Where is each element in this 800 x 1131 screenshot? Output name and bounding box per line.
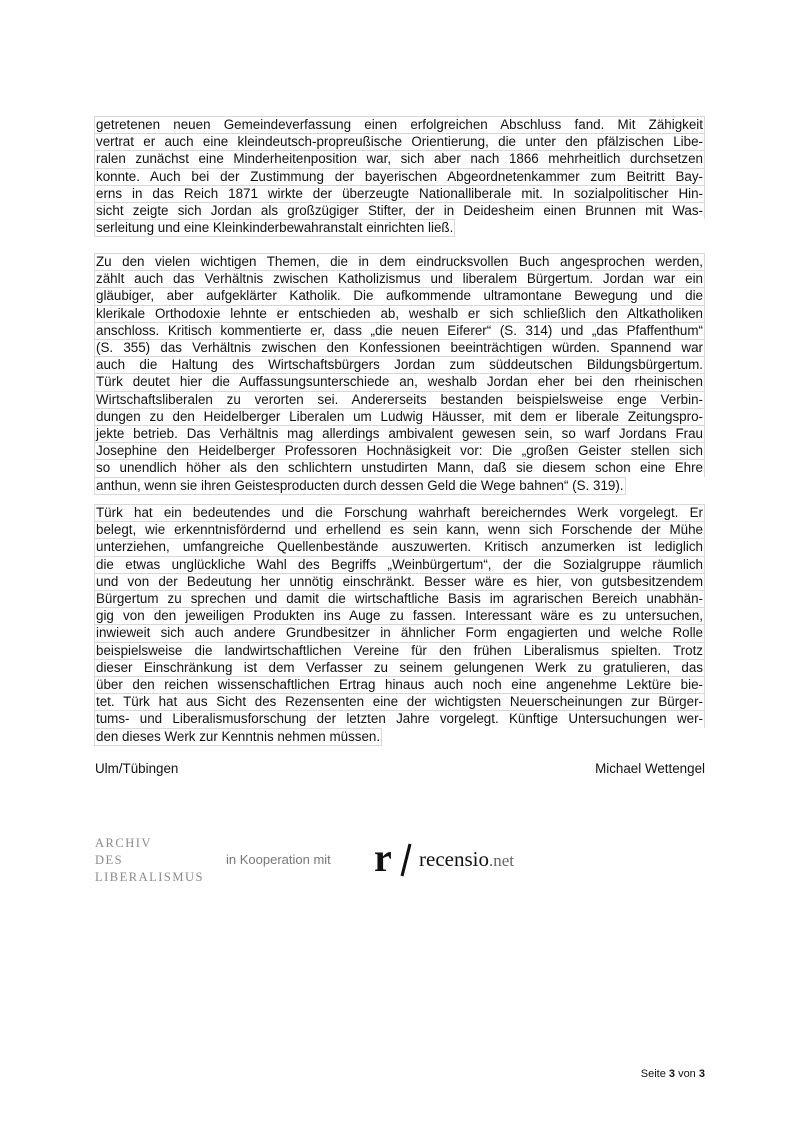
text-line: gläubiger, aber aufgeklärter Katholik. Die aufkommende ultramontane Bewegung und die bbox=[96, 288, 703, 304]
text-line: so unendlich höher als den schlichtern unstudirten Mann, daß sie diesem schon eine Ehre bbox=[96, 460, 703, 476]
page-middle: von bbox=[678, 1068, 696, 1080]
text-line: die etwas unglückliche Wahl des Begriffs „Weinbürgertum“, der die Sozialgruppe räumlich bbox=[96, 556, 703, 572]
page-current: 3 bbox=[668, 1068, 675, 1080]
paragraph-3 bbox=[95, 504, 705, 746]
text-line: beispielsweise die landwirtschaftlichen Vereine für den frühen Liberalismus spielten. Trotz bbox=[96, 642, 703, 658]
text-line: zählt auch das Verhältnis zwischen Katholizismus und liberalem Bürgertum. Jordan war ein bbox=[96, 271, 703, 287]
logo-line: DES bbox=[95, 853, 124, 867]
logo-line: LIBERALISMUS bbox=[95, 870, 204, 884]
text-line: (S. 355) das Verhältnis zwischen den Konfessionen beeinträchtigen würden. Spannend war bbox=[96, 340, 703, 356]
text-line: dieser Einschränkung ist dem Verfasser zu seinem gelungenen Werk zu gratulieren, das bbox=[96, 659, 703, 675]
archiv-des-liberalismus-logo bbox=[95, 835, 204, 886]
cooperation-text: in Kooperation mit bbox=[226, 852, 331, 867]
text-line: anschloss. Kritisch kommentierte er, dass „die neuen Eiferer“ (S. 314) und „das Pfaffenthum“ bbox=[96, 322, 703, 338]
text-line: dungen zu den Heidelberger Liberalen um Ludwig Häusser, mit dem er liberale Zeitungspro- bbox=[96, 408, 703, 424]
signature-author: Michael Wettengel bbox=[595, 761, 705, 776]
text-line: unterziehen, umfangreiche Quellenbestände auszuwerten. Kritisch anzumerken ist lediglich bbox=[96, 539, 703, 555]
paragraph-2 bbox=[95, 253, 705, 495]
text-line: Wirtschaftsliberalen zu verorten sei. Andererseits bestanden beispielsweise enge Verbin- bbox=[96, 391, 703, 407]
text-line: getretenen neuen Gemeindeverfassung einen erfolgreichen Abschluss fand. Mit Zähigkeit bbox=[96, 117, 703, 132]
text-line: und von der Bedeutung her unnötig einschränkt. Besser wäre es hier, von gutsbesitzendem bbox=[96, 573, 703, 589]
text-line: erns in das Reich 1871 wirkte der überzeugte Nationalliberale mit. In sozialpolitischer Hin- bbox=[96, 185, 703, 201]
text-line: Zu den vielen wichtigen Themen, die in dem eindrucksvollen Buch angesprochen werden, bbox=[96, 254, 703, 269]
text-line: den dieses Werk zur Kenntnis nehmen müssen. bbox=[94, 728, 382, 746]
text-line: über den reichen wissenschaftlichen Ertrag hinaus auch noch eine angenehme Lektüre bie- bbox=[96, 677, 703, 693]
page-number bbox=[641, 1068, 705, 1080]
text-line: sicht zeigte sich Jordan als großzügiger Stifter, der in Deidesheim einen Brunnen mit Was- bbox=[96, 203, 703, 219]
text-line: serleitung und eine Kleinkinderbewahranstalt einrichten ließ. bbox=[94, 219, 455, 237]
text-line: Türk hat ein bedeutendes und die Forschung wahrhaft bereicherndes Werk vorgelegt. Er bbox=[96, 505, 703, 520]
text-line: anthun, wenn sie ihren Geistesproducten durch dessen Geld die Wege bahnen“ (S. 319). bbox=[94, 477, 626, 495]
svg-text:r: r bbox=[374, 838, 392, 878]
text-line: jekte betrieb. Das Verhältnis mag allerdings ambivalent gewesen sein, so warf Jordans Frau bbox=[96, 426, 703, 442]
text-line: tums- und Liberalismusforschung der letzten Jahre vorgelegt. Künftige Untersuchungen wer- bbox=[96, 711, 703, 727]
page-total: 3 bbox=[698, 1068, 705, 1080]
text-line: konnte. Auch bei der Zustimmung der bayerischen Abgeordnetenkammer zum Beitritt Bay- bbox=[96, 168, 703, 184]
text-line: auch die Haltung des Wirtschaftsbürgers Jordan zum süddeutschen Bildungsbürgertum. bbox=[96, 357, 703, 373]
page-prefix: Seite bbox=[640, 1068, 666, 1080]
recensio-name: recensio bbox=[419, 847, 489, 871]
text-line: ralen zunächst eine Minderheitenposition war, sich aber nach 1866 mehrheitlich durchsetzen bbox=[96, 151, 703, 167]
text-line: Josephine den Heidelberger Professoren Hochnäsigkeit vor: Die „großen Geister stellen sich bbox=[96, 443, 703, 459]
recensio-r-logo-icon bbox=[372, 838, 412, 878]
text-line: klerikale Orthodoxie lehnte er entschieden ab, weshalb er sich schließlich den Altkatholiken bbox=[96, 305, 703, 321]
text-line: tet. Türk hat aus Sicht des Rezensenten eine der wichtigsten Neuerscheinungen zur Bürger- bbox=[96, 694, 703, 710]
text-line: Türk deutet hier die Auffassungsunterschiede an, weshalb Jordan eher bei den rheinischen bbox=[96, 374, 703, 390]
text-line: Bürgertum zu sprechen und damit die wirtschaftliche Basis im agrarischen Bereich unabhän- bbox=[96, 591, 703, 607]
text-line: belegt, wie erkenntnisfördernd und erhellend es sein kann, wenn sich Forschende der Mühe bbox=[96, 522, 703, 538]
paragraph-1 bbox=[95, 116, 705, 237]
text-line: inwieweit sich auch andere Grundbesitzer in ähnlicher Form engagierten und welche Rolle bbox=[96, 625, 703, 641]
text-line: gig von den jeweiligen Produkten ins Auge zu fassen. Interessant wäre es zu untersuchen, bbox=[96, 608, 703, 624]
logo-line: ARCHIV bbox=[95, 836, 152, 850]
text-line: vertrat er auch eine kleindeutsch-propreußische Orientierung, die unter den pfälzischen Libe- bbox=[96, 134, 703, 150]
recensio-net-logo bbox=[419, 847, 514, 872]
recensio-tld: .net bbox=[488, 851, 514, 870]
signature-place: Ulm/Tübingen bbox=[95, 761, 179, 776]
